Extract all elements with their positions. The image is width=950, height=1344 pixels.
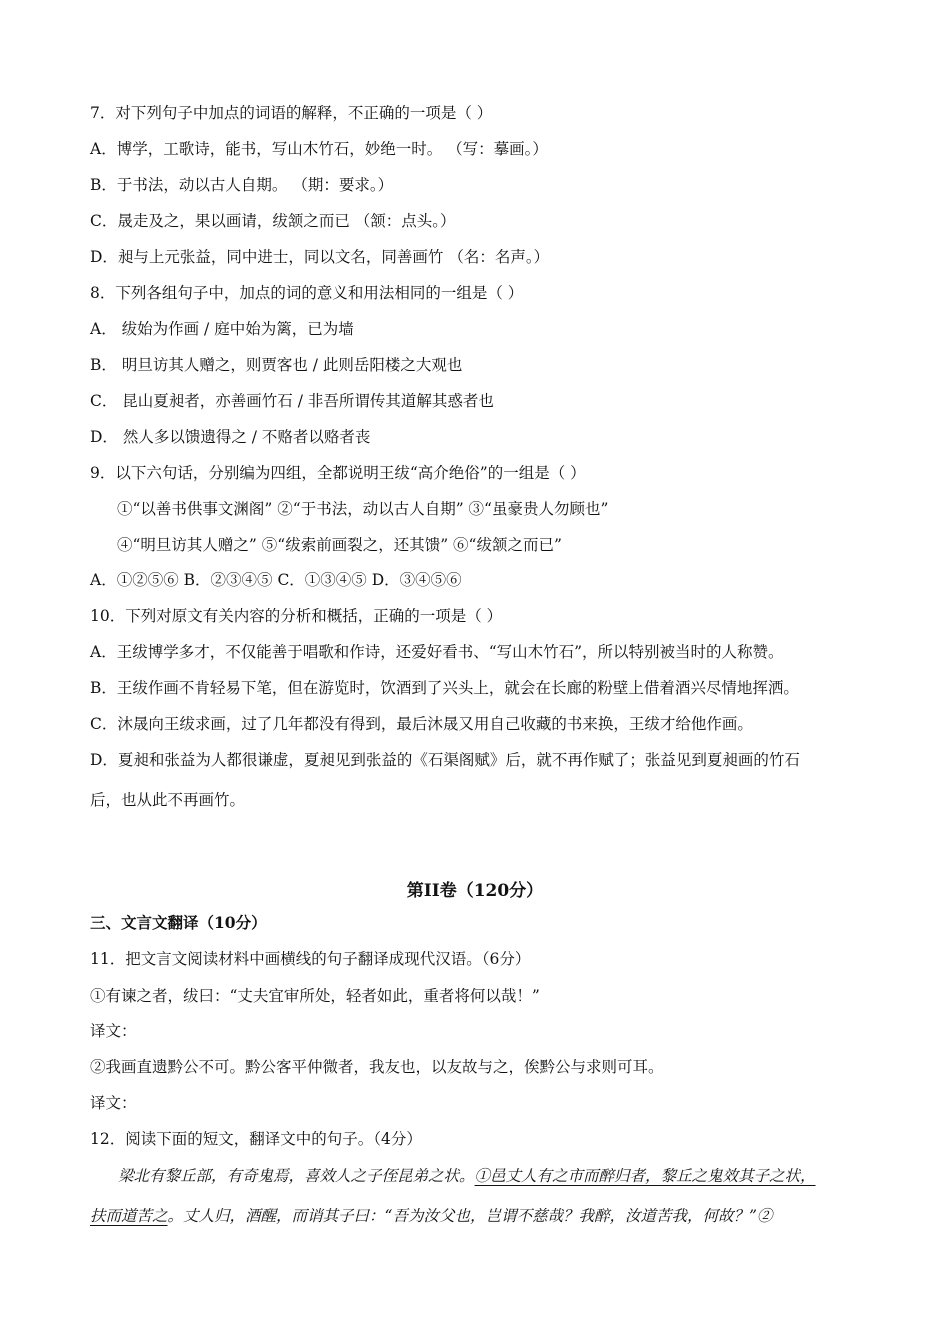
q10-stem: 10．下列对原文有关内容的分析和概括，正确的一项是（ ） [90, 607, 503, 625]
q10-option-b: B．王绂作画不肯轻易下笔，但在游览时，饮酒到了兴头上，就会在长廊的粉壁上借着酒兴尽情地挥洒。 [90, 679, 799, 697]
q10-option-c: C．沐晟向王绂求画，过了几年都没有得到，最后沐晟又用自己收藏的书来换，王绂才给他作画。 [90, 715, 753, 733]
q8-stem: 8．下列各组句子中，加点的词的意义和用法相同的一组是（ ） [90, 284, 524, 302]
q10-option-a: A．王绂博学多才，不仅能善于唱歌和作诗，还爱好看书、“写山木竹石”，所以特别被当时的人称赞。 [90, 643, 784, 661]
q9-choices-row-1: ①“以善书供事文渊阁” ②“于书法，动以古人自期” ③“虽豪贵人勿顾也” [117, 500, 609, 518]
q9-stem: 9．以下六句话，分别编为四组，全都说明王绂“高介绝俗”的一组是（ ） [90, 464, 586, 482]
q12-underlined-sentence-1: ①邑丈人有之市而醉归者，黎丘之鬼效其子之状， [474, 1167, 816, 1185]
q8-option-d: D． 然人多以馈遗得之 / 不赂者以赂者丧 [90, 428, 371, 446]
q11-sentence-2: ②我画直遗黔公不可。黔公客平仲微者，我友也，以友故与之，俟黔公与求则可耳。 [90, 1058, 664, 1076]
q7-option-c: C．晟走及之，果以画请，绂颔之而已 （颔：点头。） [90, 212, 456, 230]
q11-translation-label-1: 译文： [90, 1022, 137, 1040]
q8-option-a: A． 绂始为作画 / 庭中始为篱，已为墙 [90, 320, 354, 338]
q12-passage-line-1 [118, 1166, 816, 1186]
q8-option-c: C． 昆山夏昶者，亦善画竹石 / 非吾所谓传其道解其惑者也 [90, 392, 494, 410]
q11-translation-label-2: 译文： [90, 1094, 137, 1112]
section-heading: 三、文言文翻译（10分） [90, 913, 267, 932]
q10-option-d-continuation: 后，也从此不再画竹。 [90, 791, 246, 809]
q12-passage-text-2: 。丈人归，酒醒，而诮其子曰：“吾为汝父也，岂谓不慈哉？我醉，汝道苦我，何故？”② [167, 1207, 773, 1225]
q10-option-d: D．夏昶和张益为人都很谦虚，夏昶见到张益的《石渠阁赋》后，就不再作赋了；张益见到夏昶画的竹石 [90, 751, 800, 769]
q12-underlined-sentence-1-end: 扶而道苦之 [90, 1207, 168, 1225]
q7-stem: 7．对下列句子中加点的词语的解释，不正确的一项是（ ） [90, 104, 493, 122]
q7-option-d: D．昶与上元张益，同中进士，同以文名，同善画竹 （名：名声。） [90, 248, 550, 266]
part-2-title: 第II卷（120分） [406, 881, 544, 901]
q11-stem: 11．把文言文阅读材料中画横线的句子翻译成现代汉语。（6分） [90, 950, 531, 968]
q7-option-b: B．于书法，动以古人自期。 （期：要求。） [90, 176, 394, 194]
q12-passage-line-2 [90, 1206, 772, 1226]
q9-choices-row-2: ④“明旦访其人赠之” ⑤“绂索前画裂之，还其馈” ⑥“绂颔之而已” [117, 536, 562, 554]
q7-option-a: A．博学，工歌诗，能书，写山木竹石，妙绝一时。 （写：摹画。） [90, 140, 548, 158]
q12-stem: 12．阅读下面的短文，翻译文中的句子。（4分） [90, 1130, 422, 1148]
q12-passage-text: 梁北有黎丘部，有奇鬼焉，喜效人之子侄昆弟之状。 [118, 1167, 475, 1185]
q11-sentence-1: ①有谏之者，绂曰：“丈夫宜审所处，轻者如此，重者将何以哉！” [90, 987, 540, 1005]
q9-options: A．①②⑤⑥ B．②③④⑤ C．①③④⑤ D．③④⑤⑥ [90, 571, 462, 589]
q8-option-b: B． 明旦访其人赠之，则贾客也 / 此则岳阳楼之大观也 [90, 356, 463, 374]
